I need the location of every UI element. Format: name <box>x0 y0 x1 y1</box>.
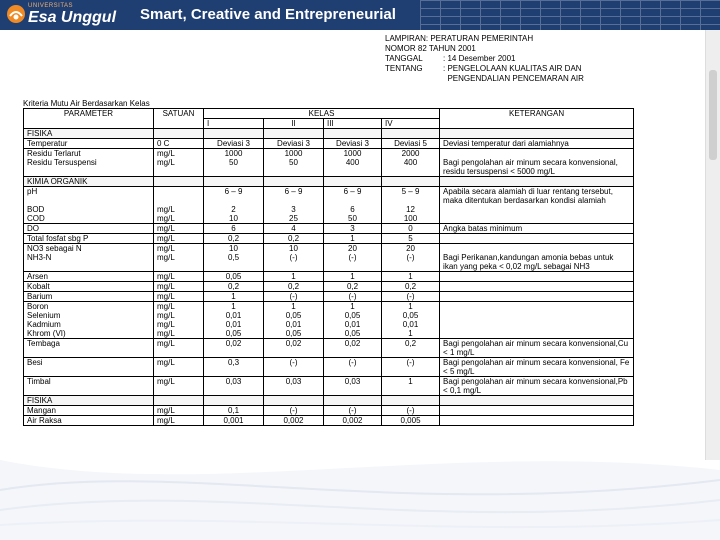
kelas-1-cell: 0,2 <box>204 282 264 292</box>
kelas-2-cell: 1000 50 <box>264 149 324 177</box>
tentang-value-2: PENGENDALIAN PENCEMARAN AIR <box>447 74 584 83</box>
satuan-cell: mg/L <box>154 292 204 302</box>
keterangan-cell <box>440 282 634 292</box>
kelas-1-cell: 0,02 <box>204 339 264 358</box>
empty-cell <box>204 177 264 187</box>
section-label: KIMIA ORGANIK <box>24 177 154 187</box>
footer-wave-decoration <box>0 440 720 540</box>
kelas-2-cell: (-) <box>264 406 324 416</box>
keterangan-cell: Apabila secara alamiah di luar rentang tersebut, maka ditentukan berdasarkan kondisi alamiah <box>440 187 634 224</box>
kelas-2-cell: 6 – 9 3 25 <box>264 187 324 224</box>
header-kelas-4: IV <box>382 119 440 129</box>
kelas-3-cell: 0,02 <box>324 339 382 358</box>
lampiran-tentang <box>385 64 584 74</box>
kelas-4-cell: 0,2 <box>382 339 440 358</box>
satuan-cell: mg/L <box>154 282 204 292</box>
keterangan-cell: Bagi pengolahan air minum secara konvensional,Pb < 0,1 mg/L <box>440 377 634 396</box>
parameter-cell: Mangan <box>24 406 154 416</box>
kelas-4-cell: (-) <box>382 358 440 377</box>
kelas-1-cell: 6 <box>204 224 264 234</box>
parameter-cell: NO3 sebagai N NH3-N <box>24 244 154 272</box>
kelas-4-cell: 1 <box>382 272 440 282</box>
kelas-3-cell: 0,002 <box>324 416 382 426</box>
table-row <box>24 358 634 377</box>
parameter-cell: Air Raksa <box>24 416 154 426</box>
satuan-cell: mg/L mg/L <box>154 244 204 272</box>
kelas-4-cell: 0,005 <box>382 416 440 426</box>
kelas-1-cell: 0,3 <box>204 358 264 377</box>
table-row <box>24 244 634 272</box>
kelas-3-cell: 1000 400 <box>324 149 382 177</box>
university-logo[interactable] <box>6 2 126 28</box>
parameter-cell: Timbal <box>24 377 154 396</box>
header-keterangan: KETERANGAN <box>440 109 634 129</box>
section-label: FISIKA <box>24 129 154 139</box>
empty-cell <box>382 177 440 187</box>
kelas-3-cell: 20 (-) <box>324 244 382 272</box>
keterangan-cell <box>440 302 634 339</box>
satuan-cell: mg/L <box>154 406 204 416</box>
table-body <box>24 129 634 426</box>
kelas-2-cell: 0,03 <box>264 377 324 396</box>
kelas-3-cell: Deviasi 3 <box>324 139 382 149</box>
kelas-4-cell: (-) <box>382 292 440 302</box>
satuan-cell: mg/L <box>154 416 204 426</box>
keterangan-cell: Bagi pengolahan air minum secara konvensional, Fe < 5 mg/L <box>440 358 634 377</box>
logo-subtitle: UNIVERSITAS <box>28 3 74 9</box>
table-row <box>24 302 634 339</box>
kelas-1-cell: 1000 50 <box>204 149 264 177</box>
kelas-4-cell: 1 <box>382 377 440 396</box>
kelas-2-cell: (-) <box>264 358 324 377</box>
empty-cell <box>264 396 324 406</box>
parameter-cell: Besi <box>24 358 154 377</box>
empty-cell <box>264 129 324 139</box>
kelas-2-cell: 10 (-) <box>264 244 324 272</box>
kelas-1-cell: 10 0,5 <box>204 244 264 272</box>
kelas-3-cell: 0,03 <box>324 377 382 396</box>
header-tagline: Smart, Creative and Entrepreneurial <box>140 6 396 23</box>
section-label: FISIKA <box>24 396 154 406</box>
kelas-3-cell: 1 <box>324 234 382 244</box>
table-row <box>24 377 634 396</box>
kelas-1-cell: 0,05 <box>204 272 264 282</box>
kelas-1-cell: 0,03 <box>204 377 264 396</box>
kelas-1-cell: 6 – 9 2 10 <box>204 187 264 224</box>
empty-cell <box>204 129 264 139</box>
water-quality-table <box>23 108 634 426</box>
empty-cell <box>440 129 634 139</box>
header-satuan: SATUAN <box>154 109 204 129</box>
keterangan-cell: Deviasi temperatur dari alamiahnya <box>440 139 634 149</box>
satuan-cell: mg/L <box>154 339 204 358</box>
empty-cell <box>154 129 204 139</box>
table-section-row <box>24 129 634 139</box>
empty-cell <box>154 396 204 406</box>
satuan-cell: mg/L mg/L <box>154 187 204 224</box>
kelas-3-cell: (-) <box>324 358 382 377</box>
satuan-cell: mg/L mg/L <box>154 149 204 177</box>
empty-cell <box>324 129 382 139</box>
kelas-1-cell: 0,1 <box>204 406 264 416</box>
kelas-2-cell: 0,02 <box>264 339 324 358</box>
table-row <box>24 416 634 426</box>
kelas-2-cell: 1 0,05 0,01 0,05 <box>264 302 324 339</box>
keterangan-cell <box>440 406 634 416</box>
table-row <box>24 406 634 416</box>
kelas-4-cell: 5 <box>382 234 440 244</box>
kelas-3-cell: 6 – 9 6 50 <box>324 187 382 224</box>
parameter-cell: Tembaga <box>24 339 154 358</box>
logo-emblem-icon <box>6 4 26 24</box>
header-grid-pattern <box>420 0 720 30</box>
table-row <box>24 224 634 234</box>
parameter-cell: Total fosfat sbg P <box>24 234 154 244</box>
parameter-cell: DO <box>24 224 154 234</box>
keterangan-cell: Bagi pengolahan air minum secara konvensional, residu tersuspensi < 5000 mg/L <box>440 149 634 177</box>
kelas-2-cell: 4 <box>264 224 324 234</box>
tanggal-value: : 14 Desember 2001 <box>443 54 516 63</box>
kelas-1-cell: 1 0,01 0,01 0,05 <box>204 302 264 339</box>
kelas-3-cell: 3 <box>324 224 382 234</box>
kelas-1-cell: 0,001 <box>204 416 264 426</box>
table-row <box>24 272 634 282</box>
table-section-row <box>24 396 634 406</box>
table-row <box>24 234 634 244</box>
satuan-cell: mg/L <box>154 224 204 234</box>
lampiran-nomor: NOMOR 82 TAHUN 2001 <box>385 44 476 53</box>
header-bar <box>0 0 720 30</box>
header-parameter: PARAMETER <box>24 109 154 129</box>
kelas-1-cell: 1 <box>204 292 264 302</box>
table-caption: Kriteria Mutu Air Berdasarkan Kelas <box>23 99 150 108</box>
kelas-4-cell: 20 (-) <box>382 244 440 272</box>
lampiran-tanggal <box>385 54 584 64</box>
empty-cell <box>324 396 382 406</box>
satuan-cell: mg/L <box>154 377 204 396</box>
table-row <box>24 149 634 177</box>
kelas-2-cell: 0,002 <box>264 416 324 426</box>
kelas-3-cell: 0,2 <box>324 282 382 292</box>
kelas-4-cell: 0 <box>382 224 440 234</box>
kelas-4-cell: (-) <box>382 406 440 416</box>
header-kelas-1: I <box>204 119 264 129</box>
empty-cell <box>382 396 440 406</box>
lampiran-title: LAMPIRAN: PERATURAN PEMERINTAH <box>385 34 534 43</box>
logo-name: Esa Unggul <box>28 9 117 26</box>
kelas-2-cell: 0,2 <box>264 282 324 292</box>
satuan-cell: 0 C <box>154 139 204 149</box>
empty-cell <box>440 396 634 406</box>
header-kelas-3: III <box>324 119 382 129</box>
scroll-thumb[interactable] <box>709 70 717 160</box>
kelas-3-cell: 1 0,05 0,01 0,05 <box>324 302 382 339</box>
kelas-3-cell: (-) <box>324 292 382 302</box>
table-row <box>24 339 634 358</box>
empty-cell <box>154 177 204 187</box>
parameter-cell: pH BOD COD <box>24 187 154 224</box>
keterangan-cell <box>440 416 634 426</box>
tentang-value: : PENGELOLAAN KUALITAS AIR DAN <box>443 64 582 73</box>
side-scroll-strip[interactable] <box>705 30 720 460</box>
satuan-cell: mg/L <box>154 358 204 377</box>
lampiran-tentang-2 <box>385 74 584 84</box>
table-section-row <box>24 177 634 187</box>
empty-cell <box>204 396 264 406</box>
parameter-cell: Kobalt <box>24 282 154 292</box>
kelas-3-cell: 1 <box>324 272 382 282</box>
table-row <box>24 187 634 224</box>
satuan-cell: mg/L <box>154 272 204 282</box>
parameter-cell: Barium <box>24 292 154 302</box>
kelas-1-cell: 0,2 <box>204 234 264 244</box>
keterangan-cell <box>440 292 634 302</box>
kelas-4-cell: Deviasi 5 <box>382 139 440 149</box>
empty-cell <box>264 177 324 187</box>
kelas-2-cell: (-) <box>264 292 324 302</box>
keterangan-cell: Bagi pengolahan air minum secara konvensional,Cu < 1 mg/L <box>440 339 634 358</box>
parameter-cell: Temperatur <box>24 139 154 149</box>
kelas-3-cell: (-) <box>324 406 382 416</box>
kelas-4-cell: 1 0,05 0,01 1 <box>382 302 440 339</box>
satuan-cell: mg/L <box>154 234 204 244</box>
header-kelas-2: II <box>264 119 324 129</box>
keterangan-cell: Bagi Perikanan,kandungan amonia bebas untuk ikan yang peka < 0,02 mg/L sebagai NH3 <box>440 244 634 272</box>
table-row <box>24 139 634 149</box>
kelas-2-cell: 1 <box>264 272 324 282</box>
table-row <box>24 282 634 292</box>
keterangan-cell <box>440 234 634 244</box>
kelas-4-cell: 0,2 <box>382 282 440 292</box>
parameter-cell: Boron Selenium Kadmium Khrom (VI) <box>24 302 154 339</box>
empty-cell <box>440 177 634 187</box>
lampiran-block <box>385 34 584 84</box>
kelas-4-cell: 2000 400 <box>382 149 440 177</box>
satuan-cell: mg/L mg/L mg/L mg/L <box>154 302 204 339</box>
kelas-4-cell: 5 – 9 12 100 <box>382 187 440 224</box>
kelas-1-cell: Deviasi 3 <box>204 139 264 149</box>
kelas-2-cell: Deviasi 3 <box>264 139 324 149</box>
empty-cell <box>324 177 382 187</box>
tentang-label: TENTANG <box>385 64 423 73</box>
header-kelas: KELAS <box>204 109 440 119</box>
table-row <box>24 292 634 302</box>
keterangan-cell: Angka batas minimum <box>440 224 634 234</box>
parameter-cell: Residu Terlarut Residu Tersuspensi <box>24 149 154 177</box>
tanggal-label: TANGGAL <box>385 54 423 63</box>
kelas-2-cell: 0,2 <box>264 234 324 244</box>
empty-cell <box>382 129 440 139</box>
parameter-cell: Arsen <box>24 272 154 282</box>
keterangan-cell <box>440 272 634 282</box>
